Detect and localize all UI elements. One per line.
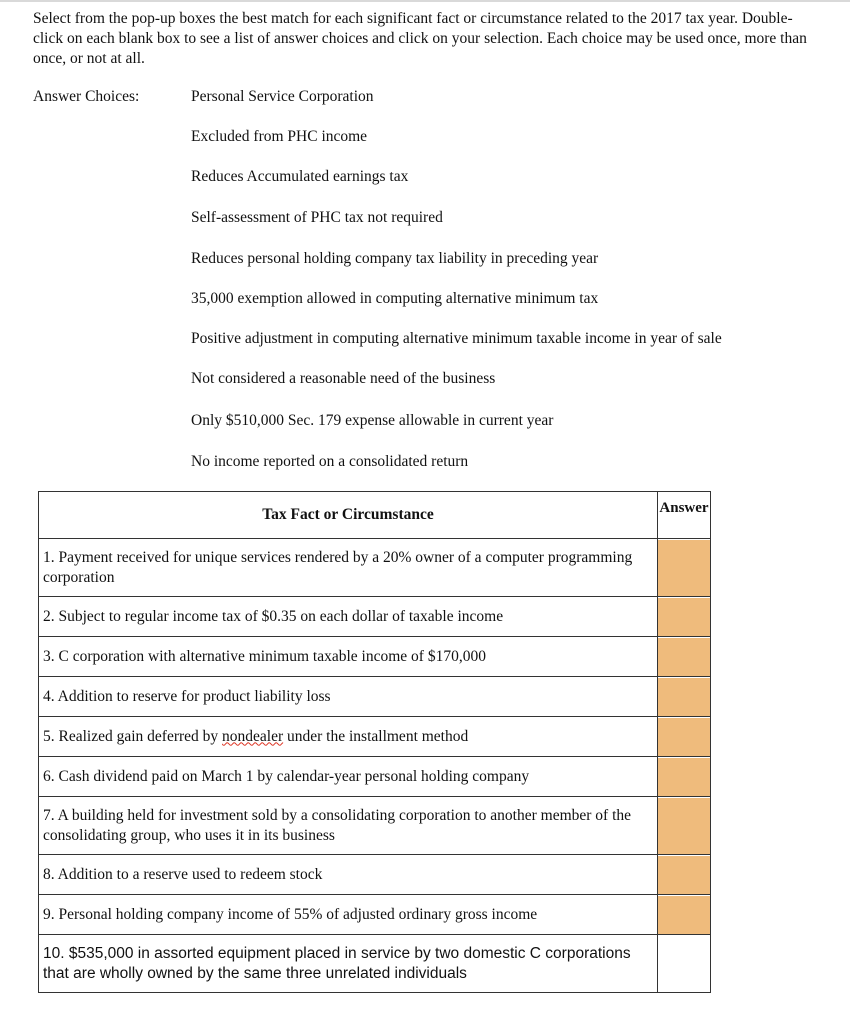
answer-choice-8: Not considered a reasonable need of the business — [191, 370, 496, 387]
answer-select-9[interactable] — [658, 896, 710, 934]
table-row — [39, 935, 711, 993]
table-row — [39, 717, 711, 757]
answer-select-3[interactable] — [658, 638, 710, 676]
fact-5-before: 5. Realized gain deferred by — [43, 727, 223, 745]
tax-facts-table — [38, 491, 711, 993]
fact-9: 9. Personal holding company income of 55% of adjusted ordinary gross income — [39, 895, 658, 935]
answer-select-1[interactable] — [658, 540, 710, 596]
header-answer: Answer — [658, 492, 711, 539]
instructions-text: Select from the pop-up boxes the best match for each significant fact or circumstance related to the 2017 tax year. Double-click on each blank box to see a list of answer choices and click on your selection. Each choice may be used once, more than once, or not at all. — [33, 10, 807, 67]
answer-choice-2: Excluded from PHC income — [191, 128, 368, 145]
answer-cell-5[interactable] — [658, 717, 711, 757]
answer-cell-6[interactable] — [658, 757, 711, 797]
answer-select-4[interactable] — [658, 678, 710, 716]
fact-5-after: under the installment method — [283, 727, 469, 745]
table-row — [39, 757, 711, 797]
answer-select-6[interactable] — [658, 758, 710, 796]
answer-select-2[interactable] — [658, 598, 710, 636]
fact-6: 6. Cash dividend paid on March 1 by calendar-year personal holding company — [39, 757, 658, 797]
fact-8: 8. Addition to a reserve used to redeem stock — [39, 855, 658, 895]
answer-cell-9[interactable] — [658, 895, 711, 935]
answer-choice-10: No income reported on a consolidated return — [191, 453, 469, 470]
answer-select-7[interactable] — [658, 798, 710, 854]
answer-cell-1[interactable] — [658, 539, 711, 597]
fact-5 — [39, 717, 658, 757]
fact-2: 2. Subject to regular income tax of $0.35 on each dollar of taxable income — [39, 597, 658, 637]
fact-10: 10. $535,000 in assorted equipment placed in service by two domestic C corporations that are wholly owned by the same three unrelated individuals — [39, 935, 658, 993]
answer-choice-3: Reduces Accumulated earnings tax — [191, 168, 409, 185]
answer-choice-5: Reduces personal holding company tax liability in preceding year — [191, 250, 599, 267]
fact-3: 3. C corporation with alternative minimum taxable income of $170,000 — [39, 637, 658, 677]
answer-choice-6: 35,000 exemption allowed in computing alternative minimum tax — [191, 290, 599, 307]
answer-cell-7[interactable] — [658, 797, 711, 855]
answer-choice-1: Personal Service Corporation — [191, 88, 374, 105]
table-row — [39, 539, 711, 597]
answer-choices-label: Answer Choices: — [33, 88, 140, 105]
misspelled-word: nondealer — [222, 727, 284, 745]
table-row — [39, 597, 711, 637]
header-tax-fact: Tax Fact or Circumstance — [39, 492, 658, 539]
fact-7: 7. A building held for investment sold by a consolidating corporation to another member of the consolidating group, who uses it in its business — [39, 797, 658, 855]
top-divider — [0, 0, 850, 2]
answer-select-10[interactable] — [658, 936, 710, 992]
table-header-row — [39, 492, 711, 539]
answer-select-5[interactable] — [658, 718, 710, 756]
answer-select-8[interactable] — [658, 856, 710, 894]
answer-choice-9: Only $510,000 Sec. 179 expense allowable in current year — [191, 412, 554, 429]
table-row — [39, 797, 711, 855]
answer-cell-4[interactable] — [658, 677, 711, 717]
answer-cell-8[interactable] — [658, 855, 711, 895]
table-row — [39, 677, 711, 717]
table-row — [39, 895, 711, 935]
fact-1: 1. Payment received for unique services rendered by a 20% owner of a computer programming corporation — [39, 539, 658, 597]
answer-cell-2[interactable] — [658, 597, 711, 637]
answer-cell-3[interactable] — [658, 637, 711, 677]
table-row — [39, 855, 711, 895]
answer-choice-4: Self-assessment of PHC tax not required — [191, 209, 443, 226]
answer-choice-7: Positive adjustment in computing alternative minimum taxable income in year of sale — [191, 330, 722, 347]
fact-4: 4. Addition to reserve for product liability loss — [39, 677, 658, 717]
answer-cell-10[interactable] — [658, 935, 711, 993]
table-row — [39, 637, 711, 677]
